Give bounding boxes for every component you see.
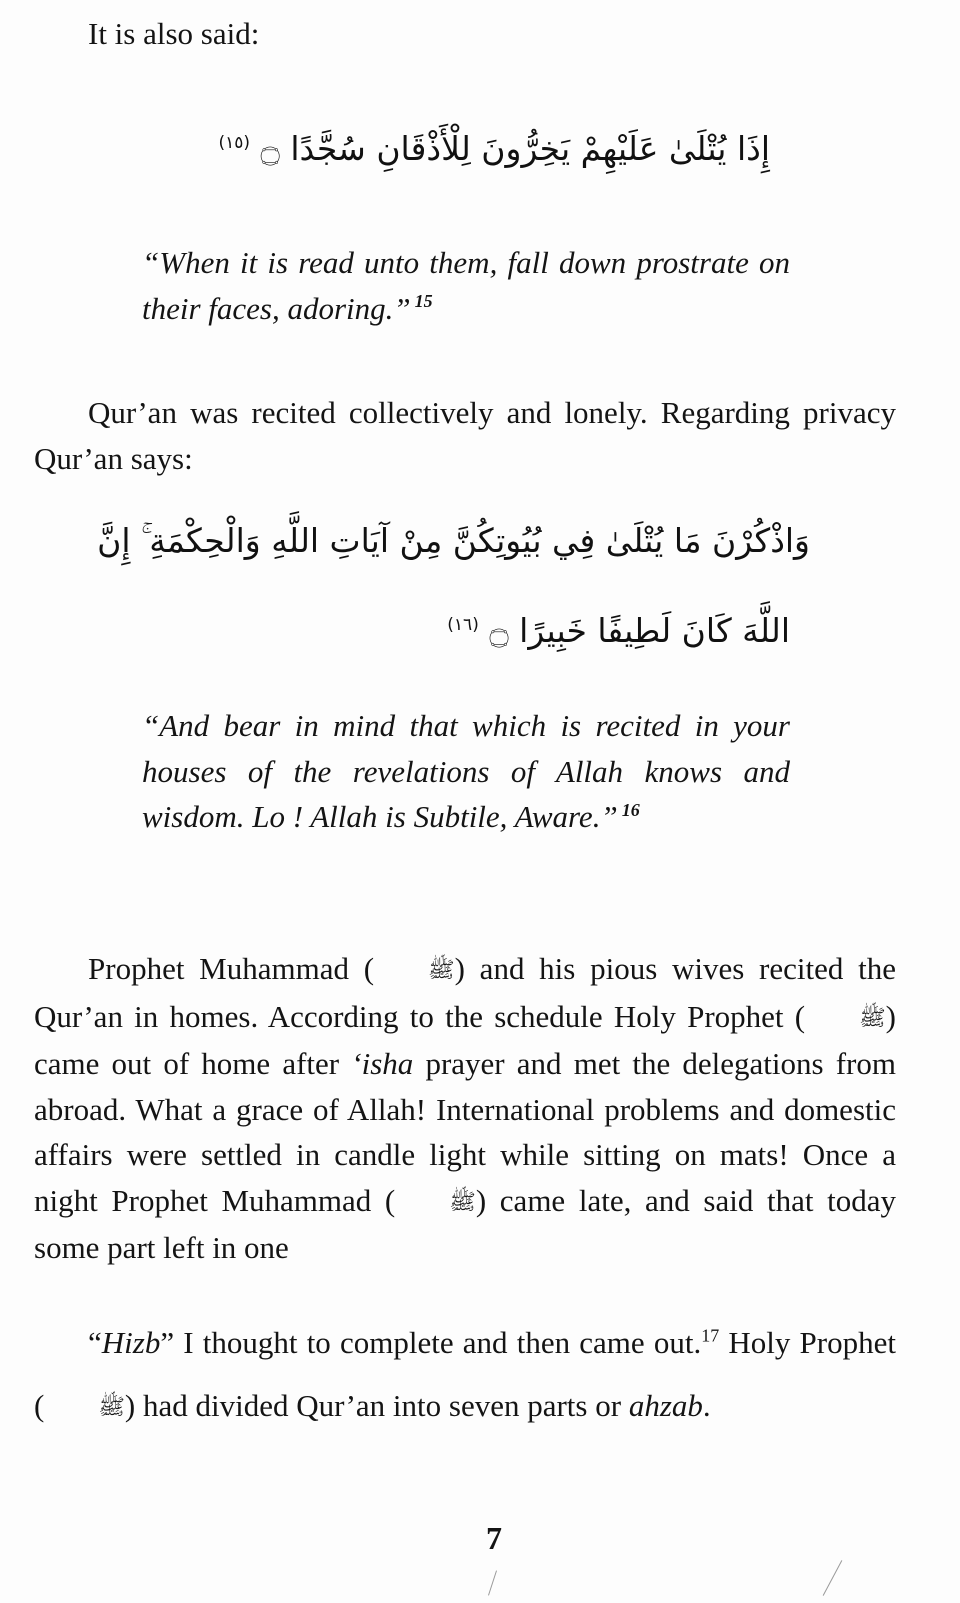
text-segment: ) came out of home after bbox=[34, 998, 896, 1081]
arabic-verse-16-number: (١٦) bbox=[447, 615, 479, 635]
footnote-ref-16: 16 bbox=[621, 799, 640, 820]
quote-verse-16 bbox=[142, 703, 790, 840]
text-segment: Holy Prophet ( bbox=[34, 1325, 896, 1423]
text-segment: prayer and met the delegations from abroad. What a grace of Allah! International problems and domestic affairs were settled in candle light while sitting on mats! Once a night Prophet Muhammad ( bbox=[34, 1046, 896, 1218]
term-isha: ‘isha bbox=[351, 1046, 414, 1081]
pbuh-glyph: ﷺ bbox=[428, 958, 455, 983]
arabic-verse-16-line-2 bbox=[447, 600, 790, 656]
quote-verse-16-text: “And bear in mind that which is recited in your houses of the revelations of Allah knows and wisdom. Lo ! Allah is Subtile, Aware.” bbox=[142, 708, 790, 834]
page-number: 7 bbox=[486, 1520, 502, 1556]
arabic-verse-15 bbox=[218, 118, 770, 174]
arabic-verse-16-line-2-text: اللَّهَ كَانَ لَطِيفًا خَبِيرًا ۝ bbox=[489, 611, 790, 650]
text-segment: ) and his pious wives recited the Qur’an in homes. According to the schedule Holy Prophet ( bbox=[34, 951, 896, 1034]
pbuh-glyph: ﷺ bbox=[98, 1395, 125, 1420]
arabic-verse-16-line-1: وَاذْكُرْنَ مَا يُتْلَىٰ فِي بُيُوتِكُنَّ مِنْ آيَاتِ اللَّهِ وَالْحِكْمَةِ ۚ إِنَّ bbox=[97, 521, 810, 560]
paragraph-recitation-privacy: Qur’an was recited collectively and lonely. Regarding privacy Qur’an says: bbox=[34, 395, 896, 476]
text-segment: ) had divided Qur’an into seven parts or bbox=[124, 1388, 629, 1423]
footnote-ref-17: 17 bbox=[701, 1325, 720, 1346]
text-segment: . bbox=[702, 1388, 711, 1423]
scan-mark bbox=[488, 1570, 497, 1595]
scan-mark bbox=[823, 1560, 843, 1596]
text-segment: ” bbox=[160, 1325, 175, 1360]
quote-verse-15-text: “When it is read unto them, fall down prostrate on their faces, adoring.” bbox=[142, 245, 790, 326]
intro-line: It is also said: bbox=[88, 16, 260, 51]
paragraph-prophet-homes bbox=[34, 946, 896, 1271]
quote-verse-15 bbox=[142, 240, 790, 331]
text-segment: Prophet Muhammad ( bbox=[88, 951, 375, 986]
text-segment: I thought to complete and then came out. bbox=[174, 1325, 702, 1360]
arabic-verse-15-text: إِذَا يُتْلَىٰ عَلَيْهِمْ يَخِرُّونَ لِلْأَذْقَانِ سُجَّدًا ۝ bbox=[260, 129, 770, 168]
paragraph-hizb bbox=[34, 1311, 896, 1439]
arabic-verse-15-number: (١٥) bbox=[218, 133, 251, 153]
footnote-ref-15: 15 bbox=[414, 291, 433, 312]
term-hizb: Hizb bbox=[101, 1325, 161, 1360]
pbuh-glyph: ﷺ bbox=[449, 1189, 476, 1215]
pbuh-glyph: ﷺ bbox=[859, 1005, 886, 1031]
text-segment: ) came late, and said that today some part left in one bbox=[34, 1182, 896, 1265]
term-ahzab: ahzab bbox=[628, 1388, 703, 1423]
text-segment: “ bbox=[88, 1325, 102, 1360]
